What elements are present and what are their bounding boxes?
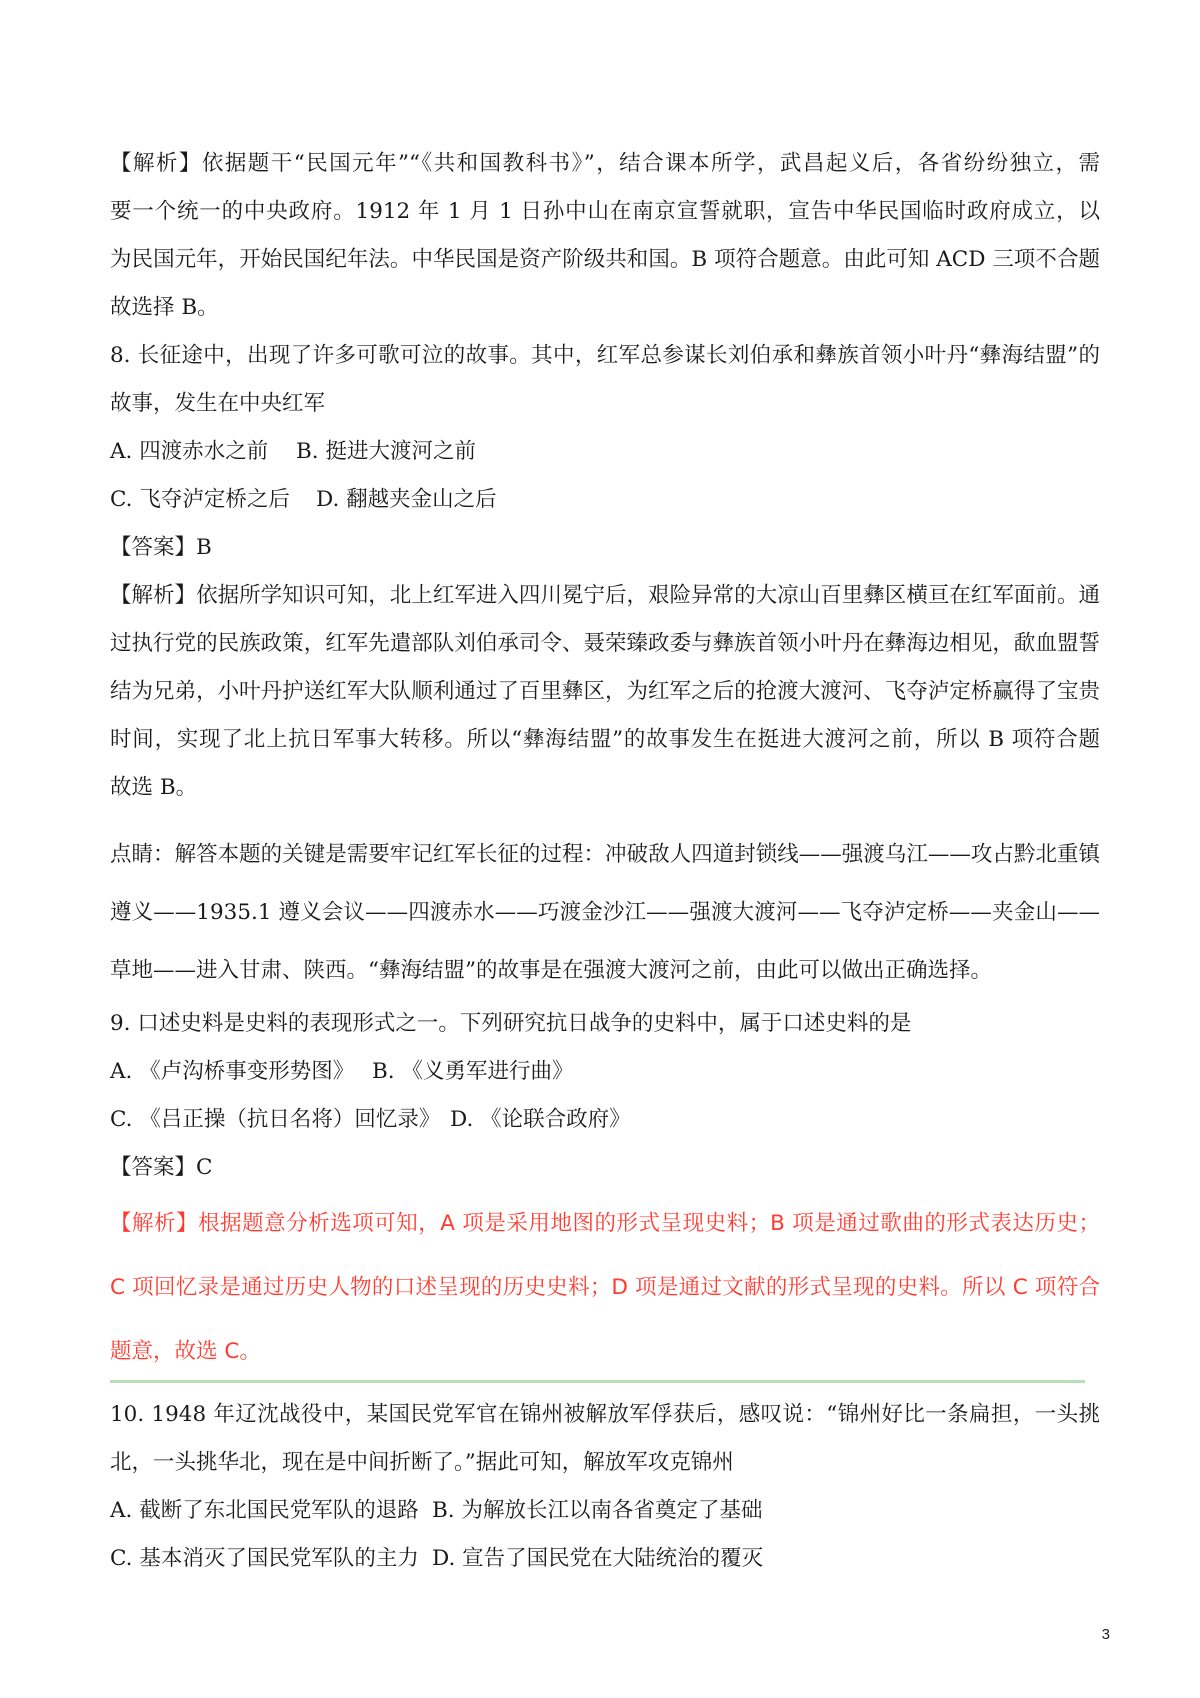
text-line: 时间，实现了北上抗日军事大转移。所以“彝海结盟”的故事发生在挺进大渡河之前，所以 B 项符合题 xyxy=(110,727,1100,752)
options-row xyxy=(110,1487,1100,1535)
question-stem: 9. 口述史料是史料的表现形式之一。下列研究抗日战争的史料中，属于口述史料的是 xyxy=(110,1011,912,1036)
option-a: A. 截断了东北国民党军队的退路 xyxy=(110,1498,419,1523)
page-number: 3 xyxy=(1101,1626,1110,1643)
answer-label: 【答案】C xyxy=(110,1155,213,1180)
options-row xyxy=(110,428,1100,476)
options-row xyxy=(110,476,1100,524)
question-9 xyxy=(110,1000,1100,1383)
text-line: 【解析】依据题干“民国元年”“《共和国教科书》”，结合课本所学，武昌起义后，各省纷纷独立，需 xyxy=(110,151,1100,176)
options-row xyxy=(110,1535,1100,1583)
option-a: A. 《卢沟桥事变形势图》 xyxy=(110,1059,355,1084)
text-line: 故选择 B。 xyxy=(110,295,219,320)
options-row xyxy=(110,1048,1100,1096)
text-line: 结为兄弟，小叶丹护送红军大队顺利通过了百里彝区，为红军之后的抢渡大渡河、飞夺泸定桥赢得了宝贵 xyxy=(110,679,1100,704)
text-line: 过执行党的民族政策，红军先遣部队刘伯承司令、聂荣臻政委与彝族首领小叶丹在彝海边相见，歃血盟誓 xyxy=(110,631,1100,656)
text-line: 故选 B。 xyxy=(110,775,198,800)
text-line: 要一个统一的中央政府。1912 年 1 月 1 日孙中山在南京宣誓就职，宣告中华民国临时政府成立，以 xyxy=(110,199,1100,224)
question-8 xyxy=(110,332,1100,1000)
options-row xyxy=(110,1096,1100,1144)
analysis-red-line: 【解析】根据题意分析选项可知，A 项是采用地图的形式呈现史料；B 项是通过歌曲的形式表达历史； xyxy=(110,1211,1100,1236)
option-d: D. 宣告了国民党在大陆统治的覆灭 xyxy=(432,1546,764,1571)
question-stem: 北，一头挑华北，现在是中间折断了。”据此可知，解放军攻克锦州 xyxy=(110,1450,734,1475)
analysis-red-line: C 项回忆录是通过历史人物的口述呈现的历史史料；D 项是通过文献的形式呈现的史料。所以 C 项符合 xyxy=(110,1275,1100,1300)
option-c: C. 《吕正操（抗日名将）回忆录》 xyxy=(110,1107,441,1132)
text-line: 【解析】依据所学知识可知，北上红军进入四川冕宁后，艰险异常的大凉山百里彝区横亘在红军面前。通 xyxy=(110,583,1100,608)
text-line: 为民国元年，开始民国纪年法。中华民国是资产阶级共和国。B 项符合题意。由此可知 ACD 三项不合题 xyxy=(110,247,1100,272)
question-stem: 10. 1948 年辽沈战役中，某国民党军官在锦州被解放军俘获后，感叹说：“锦州好比一条扁担，一头挑 xyxy=(110,1402,1100,1427)
tip-line: 点睛：解答本题的关键是需要牢记红军长征的过程：冲破敌人四道封锁线——强渡乌江——攻占黔北重镇 xyxy=(110,842,1100,867)
option-b: B. 《义勇军进行曲》 xyxy=(372,1059,574,1084)
question-stem: 故事，发生在中央红军 xyxy=(110,391,326,416)
question-stem: 8. 长征途中，出现了许多可歌可泣的故事。其中，红军总参谋长刘伯承和彝族首领小叶丹“彝海结盟”的 xyxy=(110,343,1100,368)
answer-label: 【答案】B xyxy=(110,535,212,560)
option-d: D. 翻越夹金山之后 xyxy=(316,487,497,512)
tip-line: 草地——进入甘肃、陕西。“彝海结盟”的故事是在强渡大渡河之前，由此可以做出正确选择。 xyxy=(110,958,992,983)
tip-line: 遵义——1935.1 遵义会议——四渡赤水——巧渡金沙江——强渡大渡河——飞夺泸定桥——夹金山—— xyxy=(110,900,1100,925)
option-d: D. 《论联合政府》 xyxy=(450,1107,631,1132)
option-c: C. 基本消灭了国民党军队的主力 xyxy=(110,1546,419,1571)
question-10 xyxy=(110,1391,1100,1583)
analysis-q7 xyxy=(110,140,1100,332)
page-content xyxy=(110,140,1100,1583)
option-c: C. 飞夺泸定桥之后 xyxy=(110,487,290,512)
option-a: A. 四渡赤水之前 xyxy=(110,439,269,464)
analysis-red-line: 题意，故选 C。 xyxy=(110,1339,261,1364)
option-b: B. 为解放长江以南各省奠定了基础 xyxy=(432,1498,763,1523)
option-b: B. 挺进大渡河之前 xyxy=(296,439,476,464)
